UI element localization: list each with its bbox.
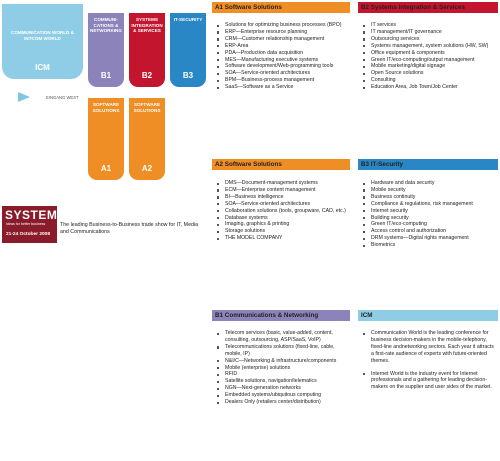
- list-item: Internet security: [358, 208, 498, 215]
- list-item: PDA—Production data acquisition: [212, 50, 350, 57]
- list-item: Education Area, Job Town/Job Center: [358, 84, 498, 91]
- hall-a1[interactable]: [88, 98, 124, 180]
- list-item: Mobile marketing/digital signage: [358, 63, 498, 70]
- list-item: Embedded systems/ubiquitous computing: [212, 392, 350, 399]
- list-item: Outsourcing services: [358, 36, 498, 43]
- list-item: Biometrics: [358, 242, 498, 249]
- hall-icm-name: COMMUNICATION WORLD & INTCOM WORLD: [11, 30, 74, 41]
- list-item: Mobile (enterprise) solutions: [212, 365, 350, 372]
- list-item: Collaboration solutions (tools, groupware, CAD, etc.): [212, 208, 350, 215]
- list-item: Open Source solutions: [358, 70, 498, 77]
- list-item: Business continuity: [358, 194, 498, 201]
- list-item: Software development/Web-programming tools: [212, 63, 350, 70]
- list-item: THE MODEL COMPANY: [212, 235, 350, 242]
- hall-b2-code: B2: [141, 71, 153, 81]
- list-item: ERP—Enterprise resource planning: [212, 29, 350, 36]
- list-item: Solutions for optimizing business processes (BPO): [212, 22, 350, 29]
- list-item: Access control and authorization: [358, 228, 498, 235]
- hall-b2-name: SYSTEMS INTEGRATION & SERVICES: [131, 17, 163, 33]
- list-item: Green IT/eco-computing: [358, 221, 498, 228]
- list-item: Satellite solutions, navigation/telematics: [212, 378, 350, 385]
- list-item: Communication World is the leading conference for business decision-makers in the mobile-telephony, fixed-line andnetworking sectors. Each year it attracts a first-rate audience of experts with future-oriented themes.: [358, 330, 498, 365]
- list-item: Mobile security: [358, 187, 498, 194]
- list-item: Compliance & regulations, risk management: [358, 201, 498, 208]
- section-b2-header: B2 Systems Integration & Services: [358, 2, 498, 13]
- list-item: Dealers Only (retailers center/distribution): [212, 399, 350, 406]
- systems-logo-tagline: Ideas for better business: [6, 222, 46, 226]
- systems-logo: [2, 206, 66, 243]
- hall-b1[interactable]: [88, 13, 124, 87]
- list-item: Green IT/eco-computing/output management: [358, 57, 498, 64]
- list-item: Internet World is the industry event for Internet professionals and a gathering for leading decision-makers on the supplier and user sides of the market.: [358, 371, 498, 392]
- list-item: BPM—Business-process management: [212, 77, 350, 84]
- list-item: Telecommunications solutions (fixed-line, cable, mobile, IP): [212, 344, 350, 358]
- list-item: SOA—Service-oriented architectures: [212, 201, 350, 208]
- list-item: IT services: [358, 22, 498, 29]
- systems-logo-dates: 21-24 October 2008: [6, 232, 50, 237]
- list-item: Database systems: [212, 215, 350, 222]
- list-item: MES—Manufacturing executive systems: [212, 57, 350, 64]
- list-item: BI—Business intelligence: [212, 194, 350, 201]
- hall-b3[interactable]: [170, 13, 206, 87]
- hall-icm[interactable]: [2, 4, 83, 79]
- list-item: Office equipment & components: [358, 50, 498, 57]
- list-item: NGN—Next-generation networks: [212, 385, 350, 392]
- hall-b2[interactable]: [129, 13, 165, 87]
- section-b2-list: [358, 22, 498, 91]
- section-icm-header: ICM: [358, 310, 498, 321]
- hall-a2-name: SOFTWARE SOLUTIONS: [133, 102, 161, 113]
- list-item: Storage solutions: [212, 228, 350, 235]
- hall-a2-code: A2: [141, 164, 153, 174]
- hall-b1-name: COMMUNI-CATIONS & NETWORKING: [90, 17, 122, 33]
- list-item: RFID: [212, 371, 350, 378]
- section-a1-header: A1 Software Solutions: [212, 2, 350, 13]
- list-item: Hardware and data security: [358, 180, 498, 187]
- list-item: ECM—Enterprise content management: [212, 187, 350, 194]
- list-item: Telecom services (basic, value-added, content, consulting, outsourcing, ASP/SaaS, VoIP): [212, 330, 350, 344]
- page-tagline: The leading Business-to-Business trade show for IT, Media and Communications: [60, 222, 199, 235]
- hall-b3-code: B3: [182, 71, 194, 81]
- section-icm-list: [358, 330, 498, 397]
- list-item: N&I/C—Networking & infrastructure/components: [212, 358, 350, 365]
- list-item: Building security: [358, 215, 498, 222]
- hall-a1-name: SOFTWARE SOLUTIONS: [92, 102, 120, 113]
- list-item: SaaS—Software as a Service: [212, 84, 350, 91]
- systems-logo-name: SYSTEMS: [5, 208, 66, 222]
- entrance-label: EINGANG WEST: [46, 95, 79, 100]
- hall-icm-code: ICM: [35, 63, 50, 73]
- list-item: CRM—Customer relationship management: [212, 36, 350, 43]
- list-item: SOA—Service-oriented architectures: [212, 70, 350, 77]
- list-item: Imaging, graphics & printing: [212, 221, 350, 228]
- hall-a2[interactable]: [129, 98, 165, 180]
- section-a2-list: [212, 180, 350, 242]
- hall-a1-code: A1: [100, 164, 112, 174]
- section-b1-list: [212, 330, 350, 406]
- hall-b1-code: B1: [100, 71, 112, 81]
- section-a2-header: A2 Software Solutions: [212, 159, 350, 170]
- section-a1-list: [212, 22, 350, 91]
- list-item: ERP-Area: [212, 43, 350, 50]
- section-b3-header: B3 IT-Security: [358, 159, 498, 170]
- list-item: IT management/IT governance: [358, 29, 498, 36]
- entrance-arrow-icon: [18, 92, 30, 102]
- list-item: DRM systems—Digital rights management: [358, 235, 498, 242]
- section-b1-header: B1 Communications & Networking: [212, 310, 350, 321]
- list-item: Systems management, system solutions (HW, SW): [358, 43, 498, 50]
- list-item: Consulting: [358, 77, 498, 84]
- section-b3-list: [358, 180, 498, 249]
- list-item: DMS—Document-management systems: [212, 180, 350, 187]
- hall-b3-name: IT-SECURITY: [173, 17, 203, 22]
